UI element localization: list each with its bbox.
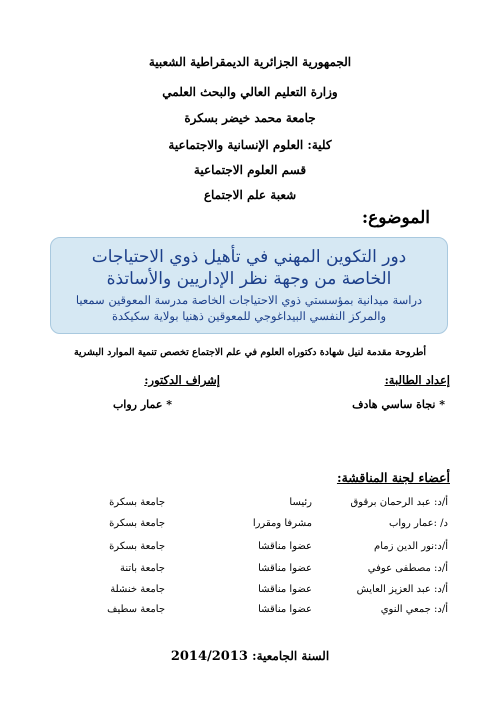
member-role: عضوا مناقشا [258, 584, 312, 595]
thesis-note: أطروحة مقدمة لنيل شهادة دكتوراه العلوم في علم الاجتماع تخصص تنمية الموارد البشرية [73, 347, 427, 358]
committee-row [0, 584, 500, 602]
faculty-name: كلية: العلوم الإنسانية والاجتماعية [168, 138, 332, 152]
academic-year [0, 649, 500, 664]
title-box [50, 237, 448, 334]
member-university: جامعة خنشلة [110, 584, 165, 595]
member-university: جامعة بسكرة [109, 518, 165, 529]
committee-row [0, 518, 500, 536]
supervisor-label: إشراف الدكتور: [144, 373, 220, 387]
prepared-by-label: إعداد الطالبة: [384, 373, 450, 387]
member-university: جامعة سطيف [107, 604, 165, 615]
member-university: جامعة باتنة [120, 563, 165, 574]
title-line-1: دور التكوين المهني في تأهيل ذوي الاحتياجات [91, 247, 407, 267]
member-name: د/ :عمار رواب [388, 518, 448, 529]
member-role: عضوا مناقشا [258, 541, 312, 552]
subtitle-line-2: والمركز النفسي البيداغوجي للمعوقين ذهنيا بولاية سكيكدة [111, 309, 387, 323]
department-name: قسم العلوم الاجتماعية [193, 163, 307, 177]
supervisor-name: * عمار رواب [112, 398, 172, 411]
republic-name: الجمهورية الجزائرية الديمقراطية الشعبية [148, 55, 352, 69]
member-role: رئيسا [289, 497, 312, 508]
academic-year-label: السنة الجامعية: [252, 649, 330, 663]
university-name: جامعة محمد خيضر بسكرة [184, 111, 316, 125]
academic-year-value: 2014/2013 [170, 649, 248, 664]
member-name: أ/د: عبد العزيز العايش [356, 584, 448, 595]
title-line-2: الخاصة من وجهة نظر الإداريين والأساتذة [106, 269, 392, 289]
member-name: أ/د: جمعي النوي [380, 604, 448, 615]
committee-row [0, 541, 500, 559]
member-name: أ/د: مصطفى عوفي [367, 563, 448, 574]
branch-name: شعبة علم الاجتماع [203, 188, 297, 202]
committee-row [0, 604, 500, 622]
committee-title: أعضاء لجنة المناقشة: [336, 470, 450, 485]
member-name: أ/د:نور الدين زمام [374, 541, 448, 552]
member-role: عضوا مناقشا [258, 563, 312, 574]
committee-row [0, 563, 500, 581]
student-name: * نجاة ساسي هادف [352, 398, 445, 411]
subject-label: الموضوع: [361, 208, 430, 228]
member-role: مشرفا ومقررا [252, 518, 312, 529]
subtitle-line-1: دراسة ميدانية بمؤسستي ذوي الاحتياجات الخاصة مدرسة المعوقين سمعيا [75, 293, 423, 307]
member-university: جامعة بسكرة [109, 497, 165, 508]
committee-row [0, 497, 500, 515]
member-role: عضوا مناقشا [258, 604, 312, 615]
ministry-name: وزارة التعليم العالي والبحث العلمي [162, 85, 338, 99]
member-name: أ/د: عبد الرحمان برقوق [350, 497, 448, 508]
member-university: جامعة بسكرة [109, 541, 165, 552]
